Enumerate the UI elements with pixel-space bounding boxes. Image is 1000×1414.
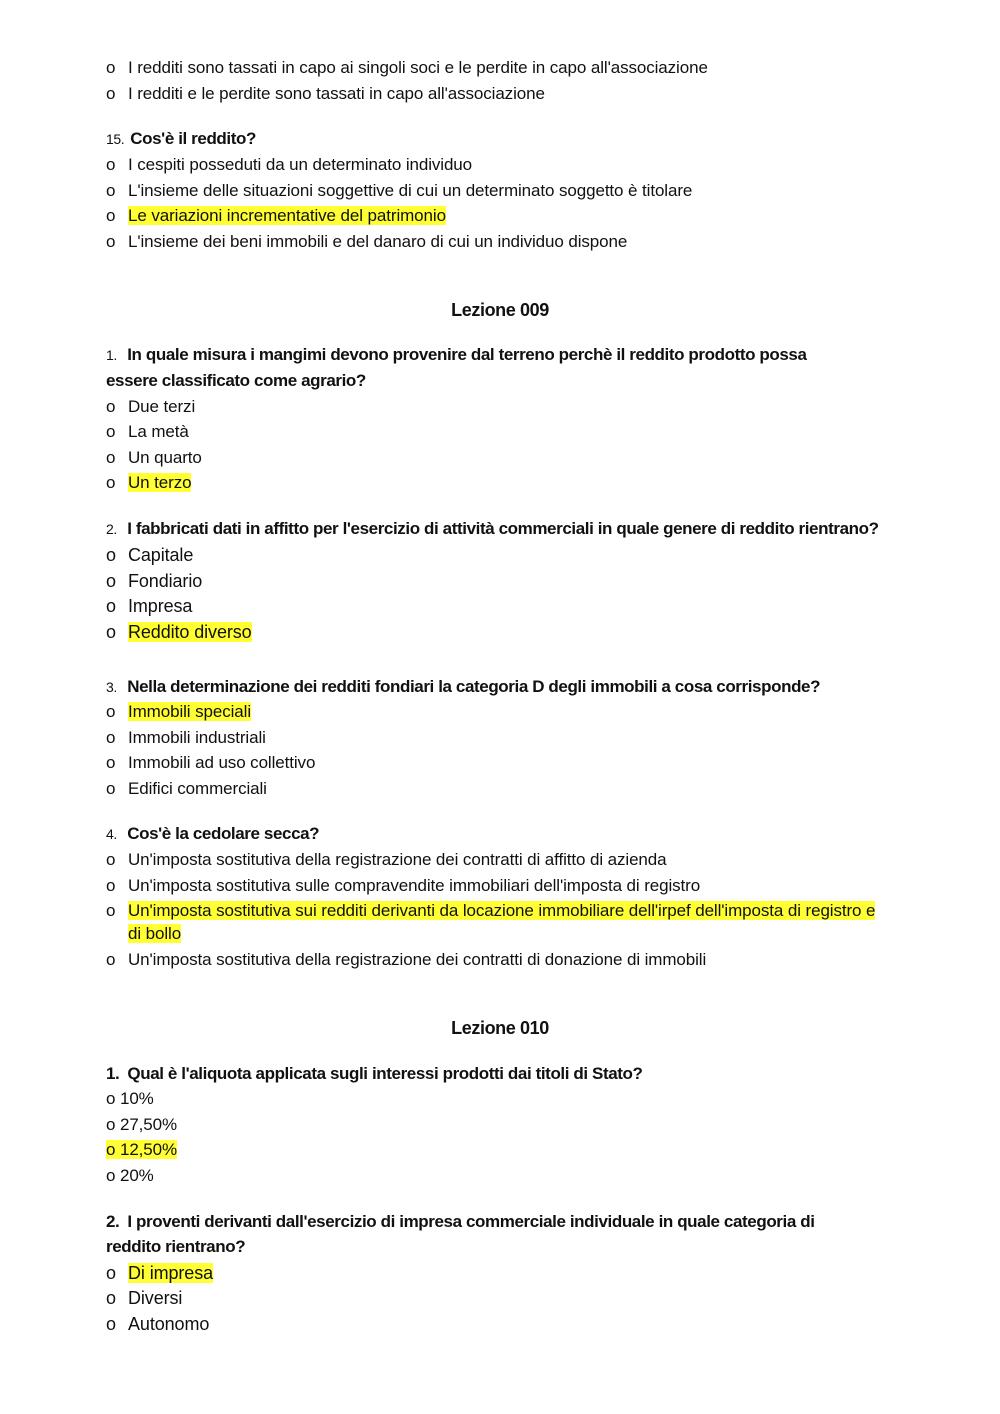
bullet: o <box>106 728 116 747</box>
question-text-continuation: essere classificato come agrario? <box>106 371 366 390</box>
option-item <box>106 230 627 254</box>
option-text: I redditi sono tassati in capo ai singoli soci e le perdite in capo all'associazione <box>128 58 708 77</box>
option-text: o 20% <box>106 1166 154 1185</box>
bullet: o <box>106 596 117 616</box>
question-number: 15. <box>106 131 125 147</box>
option-text: Immobili ad uso collettivo <box>128 753 316 772</box>
bullet: o <box>106 232 116 251</box>
option-text-highlighted: Un terzo <box>128 473 192 492</box>
option-item <box>106 848 666 872</box>
option-text: Un quarto <box>128 448 202 467</box>
question-number: 1. <box>106 347 117 363</box>
option-item <box>106 446 202 470</box>
option-item <box>106 569 202 593</box>
question-text: Nella determinazione dei redditi fondiari la categoria D degli immobili a cosa corrisponde? <box>127 677 821 696</box>
option-item-correct-continuation <box>106 922 181 946</box>
bullet: o <box>106 422 116 441</box>
bullet: o <box>106 1288 117 1308</box>
question-1 <box>106 1062 643 1086</box>
section-heading-lezione-010: Lezione 010 <box>451 1018 549 1038</box>
option-item <box>106 874 700 898</box>
option-text-highlighted: Reddito diverso <box>128 622 252 642</box>
question-15 <box>106 127 256 151</box>
bullet: o <box>106 753 116 772</box>
option-text: Due terzi <box>128 397 196 416</box>
section-heading-lezione-009: Lezione 009 <box>451 300 549 320</box>
bullet: o <box>106 876 116 895</box>
question-3 <box>106 675 820 699</box>
option-text: I cespiti posseduti da un determinato individuo <box>128 155 473 174</box>
question-2 <box>106 517 879 541</box>
option-text: Un'imposta sostitutiva della registrazione dei contratti di affitto di azienda <box>128 850 667 869</box>
bullet: o <box>106 206 116 225</box>
option-text: Diversi <box>128 1288 183 1308</box>
option-text-highlighted: Immobili speciali <box>128 702 252 721</box>
question-1 <box>106 343 807 367</box>
question-text: Cos'è la cedolare secca? <box>127 824 320 843</box>
option-item-correct <box>106 620 252 644</box>
bullet: o <box>106 448 116 467</box>
bullet: o <box>106 1263 117 1283</box>
option-text: Autonomo <box>128 1314 210 1334</box>
option-item <box>106 82 545 106</box>
option-text-highlighted: o 12,50% <box>106 1140 178 1159</box>
question-2 <box>106 1210 815 1234</box>
option-text: Fondiario <box>128 571 203 591</box>
bullet: o <box>106 571 117 591</box>
option-item <box>106 594 192 618</box>
option-item <box>106 179 692 203</box>
bullet: o <box>106 702 116 721</box>
bullet: o <box>106 397 116 416</box>
bullet: o <box>106 622 117 642</box>
option-item <box>106 1113 177 1137</box>
option-item <box>106 153 472 177</box>
option-item <box>106 751 315 775</box>
option-item <box>106 543 193 567</box>
option-item-correct <box>106 1261 213 1285</box>
option-text: Impresa <box>128 596 193 616</box>
option-item <box>106 726 266 750</box>
bullet: o <box>106 181 116 200</box>
bullet: o <box>106 950 116 969</box>
question-text: I proventi derivanti dall'esercizio di impresa commerciale individuale in quale categoria di <box>127 1212 815 1231</box>
question-text-continuation: reddito rientrano? <box>106 1237 246 1256</box>
option-item-correct <box>106 1138 177 1162</box>
option-text-highlighted: Le variazioni incrementative del patrimonio <box>128 206 446 225</box>
option-text: Capitale <box>128 545 194 565</box>
option-item-correct <box>106 471 191 495</box>
option-item <box>106 1312 209 1336</box>
option-text: I redditi e le perdite sono tassati in capo all'associazione <box>128 84 545 103</box>
option-text: Immobili industriali <box>128 728 266 747</box>
bullet: o <box>106 1314 117 1334</box>
question-text: Cos'è il reddito? <box>130 129 256 148</box>
option-item <box>106 948 706 972</box>
bullet: o <box>106 850 116 869</box>
option-item <box>106 1286 182 1310</box>
question-number: 1. <box>106 1064 120 1083</box>
option-item <box>106 1087 154 1111</box>
option-item <box>106 1164 154 1188</box>
question-number: 3. <box>106 679 117 695</box>
option-text: Edifici commerciali <box>128 779 267 798</box>
option-item-correct <box>106 899 875 923</box>
option-text-highlighted: Un'imposta sostitutiva sui redditi derivanti da locazione immobiliare dell'irpef dell'imposta di registro e <box>128 901 876 920</box>
option-text: L'insieme delle situazioni soggettive di cui un determinato soggetto è titolare <box>128 181 693 200</box>
option-text: o 10% <box>106 1089 154 1108</box>
question-number: 2. <box>106 521 117 537</box>
bullet: o <box>106 155 116 174</box>
option-text: Un'imposta sostitutiva della registrazione dei contratti di donazione di immobili <box>128 950 707 969</box>
option-text: o 27,50% <box>106 1115 178 1134</box>
option-text-highlighted: di bollo <box>128 924 182 943</box>
question-text: I fabbricati dati in affitto per l'esercizio di attività commerciali in quale genere di reddito rientrano? <box>127 519 879 538</box>
option-text-highlighted: Di impresa <box>128 1263 214 1283</box>
question-text: Qual è l'aliquota applicata sugli interessi prodotti dai titoli di Stato? <box>127 1064 643 1083</box>
option-text: L'insieme dei beni immobili e del danaro di cui un individuo dispone <box>128 232 628 251</box>
option-item <box>106 777 267 801</box>
question-number: 4. <box>106 826 117 842</box>
question-text: In quale misura i mangimi devono provenire dal terreno perchè il reddito prodotto possa <box>127 345 807 364</box>
option-text: Un'imposta sostitutiva sulle compravendite immobiliari dell'imposta di registro <box>128 876 701 895</box>
bullet: o <box>106 779 116 798</box>
bullet: o <box>106 473 116 492</box>
option-item <box>106 56 708 80</box>
question-4 <box>106 822 319 846</box>
option-item-correct <box>106 700 251 724</box>
bullet: o <box>106 84 116 103</box>
option-item <box>106 395 195 419</box>
bullet: o <box>106 58 116 77</box>
question-number: 2. <box>106 1212 120 1231</box>
option-text: La metà <box>128 422 189 441</box>
option-item <box>106 420 189 444</box>
bullet: o <box>106 901 116 920</box>
option-item-correct <box>106 204 446 228</box>
bullet: o <box>106 545 117 565</box>
